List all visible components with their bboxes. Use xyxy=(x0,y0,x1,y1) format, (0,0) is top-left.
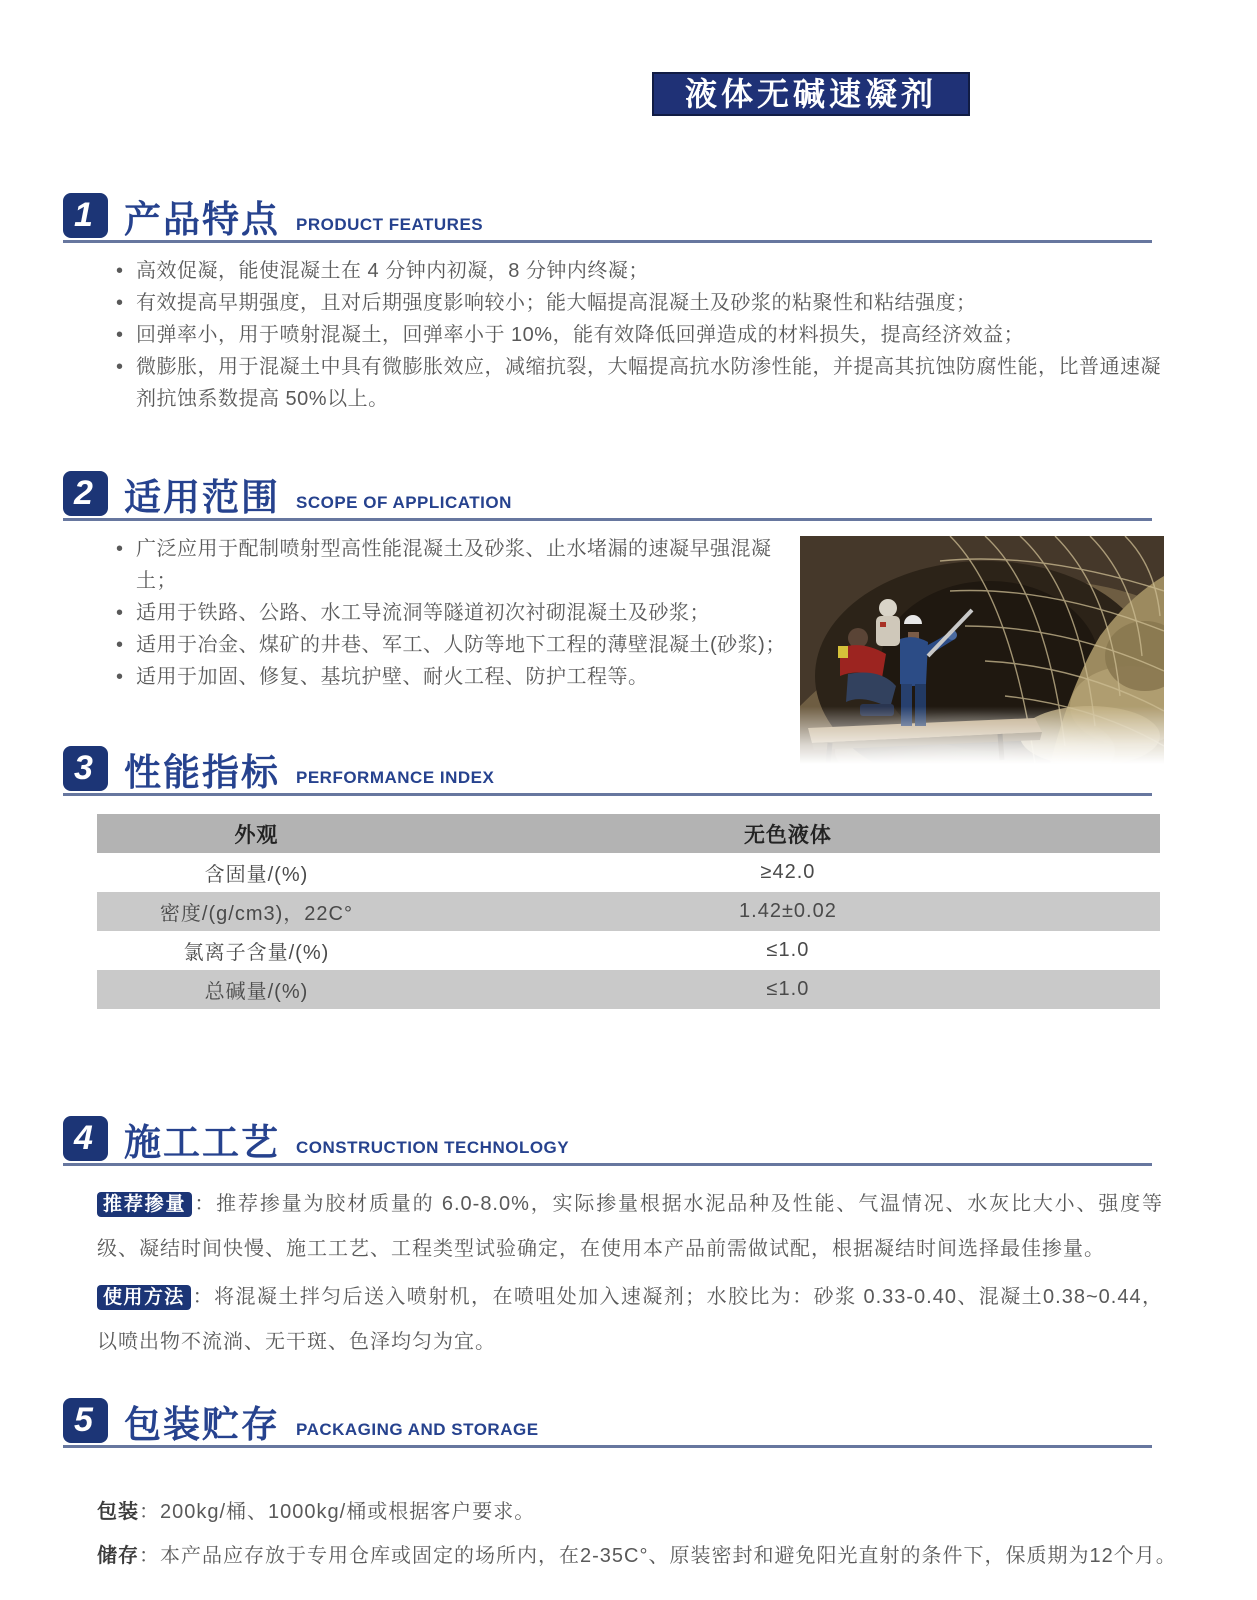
list-item: • 广泛应用于配制喷射型高性能混凝土及砂浆、止水堵漏的速凝早强混凝土； xyxy=(112,533,802,597)
application-list xyxy=(112,533,802,693)
section-construction-technology xyxy=(63,1116,1163,1368)
packaging-line xyxy=(97,1490,1207,1534)
table-row xyxy=(97,970,1160,1009)
table-row xyxy=(97,853,1160,892)
table-row xyxy=(97,892,1160,931)
page-title: 液体无碱速凝剂 xyxy=(652,72,970,116)
section-header xyxy=(63,1116,1152,1166)
section-header xyxy=(63,193,1152,243)
section-title-en: CONSTRUCTION TECHNOLOGY xyxy=(296,1138,570,1157)
recommended-dosage-badge: 推荐掺量 xyxy=(97,1192,192,1217)
section-title-en: PERFORMANCE INDEX xyxy=(296,768,495,787)
section-number-badge: 1 xyxy=(63,193,108,238)
list-item: • 有效提高早期强度，且对后期强度影响较小；能大幅提高混凝土及砂浆的粘聚性和粘结强度； xyxy=(112,287,1163,319)
section-number-badge: 3 xyxy=(63,746,108,791)
paragraph xyxy=(97,1182,1163,1271)
section-header xyxy=(63,1398,1152,1448)
construction-paragraphs xyxy=(97,1182,1163,1364)
feature-list xyxy=(112,255,1163,415)
list-item: • 适用于铁路、公路、水工导流洞等隧道初次衬砌混凝土及砂浆； xyxy=(112,597,802,629)
table-cell: ≤1.0 xyxy=(416,970,1160,1009)
tunnel-photo-illustration xyxy=(800,536,1164,764)
table-cell: ≥42.0 xyxy=(760,861,816,883)
section-title-en: PRODUCT FEATURES xyxy=(296,215,484,234)
section-title-zh: 适用范围 xyxy=(124,477,280,518)
section-product-features xyxy=(63,193,1163,415)
table-cell: 含固量/(%) xyxy=(204,864,309,886)
performance-table xyxy=(97,814,1160,1009)
section-header xyxy=(63,746,1152,796)
list-item: • 适用于加固、修复、基坑护壁、耐火工程、防护工程等。 xyxy=(112,661,802,693)
section-header xyxy=(63,471,1152,521)
table-cell: 氯离子含量/(%) xyxy=(183,942,330,964)
table-cell: ≤1.0 xyxy=(766,939,810,961)
paragraph xyxy=(97,1275,1163,1364)
storage-line xyxy=(97,1534,1207,1578)
usage-method-badge: 使用方法 xyxy=(97,1285,191,1310)
paragraph-text: ：将混凝土拌匀后送入喷射机，在喷咀处加入速凝剂；水胶比为：砂浆 0.33-0.40、混凝土0.38~0.44，以喷出物不流淌、无干斑、色泽均匀为宜。 xyxy=(97,1286,1163,1353)
section-title-zh: 产品特点 xyxy=(124,199,280,240)
table-row xyxy=(97,931,1160,970)
table-header-row xyxy=(97,814,1160,853)
storage-label: 储存 xyxy=(97,1545,139,1567)
section-number-badge: 5 xyxy=(63,1398,108,1443)
table-cell: 总碱量/(%) xyxy=(97,970,416,1009)
section-title-en: PACKAGING AND STORAGE xyxy=(296,1420,539,1439)
section-title-zh: 性能指标 xyxy=(124,752,280,793)
table-cell: 1.42±0.02 xyxy=(416,892,1160,931)
table-header-cell: 无色液体 xyxy=(416,814,1160,853)
section-number-badge: 2 xyxy=(63,471,108,516)
list-item: • 微膨胀，用于混凝土中具有微膨胀效应，减缩抗裂，大幅提高抗水防渗性能，并提高其抗蚀防腐性能，比普通速凝剂抗蚀系数提高 50%以上。 xyxy=(112,351,1163,415)
packaging-text: ：200kg/桶、1000kg/桶或根据客户要求。 xyxy=(139,1501,536,1523)
table-header-cell: 外观 xyxy=(97,814,416,853)
packaging-storage-items xyxy=(97,1490,1207,1578)
section-title-zh: 包装贮存 xyxy=(124,1404,280,1445)
section-number-badge: 4 xyxy=(63,1116,108,1161)
tunnel-construction-photo xyxy=(800,536,1164,764)
section-title-zh: 施工工艺 xyxy=(124,1122,280,1163)
table-cell: 密度/(g/cm3)，22C° xyxy=(97,892,416,931)
section-title-en: SCOPE OF APPLICATION xyxy=(296,493,512,512)
section-packaging-storage xyxy=(63,1398,1177,1578)
paragraph-text: ：推荐掺量为胶材质量的 6.0-8.0%，实际掺量根据水泥品种及性能、气温情况、水灰比大小、强度等级、凝结时间快慢、施工工艺、工程类型试验确定，在使用本产品前需做试配，根据凝结时间选择最佳掺量。 xyxy=(97,1193,1163,1260)
packaging-label: 包装 xyxy=(97,1501,139,1523)
list-item: • 回弹率小，用于喷射混凝土，回弹率小于 10%，能有效降低回弹造成的材料损失，提高经济效益； xyxy=(112,319,1163,351)
storage-text: ：本产品应存放于专用仓库或固定的场所内，在2-35C°、原装密封和避免阳光直射的条件下，保质期为12个月。 xyxy=(139,1545,1177,1567)
list-item: • 适用于冶金、煤矿的井巷、军工、人防等地下工程的薄壁混凝土(砂浆)； xyxy=(112,629,802,661)
list-item: • 高效促凝，能使混凝土在 4 分钟内初凝，8 分钟内终凝； xyxy=(112,255,1163,287)
section-performance-index xyxy=(63,746,1163,1009)
